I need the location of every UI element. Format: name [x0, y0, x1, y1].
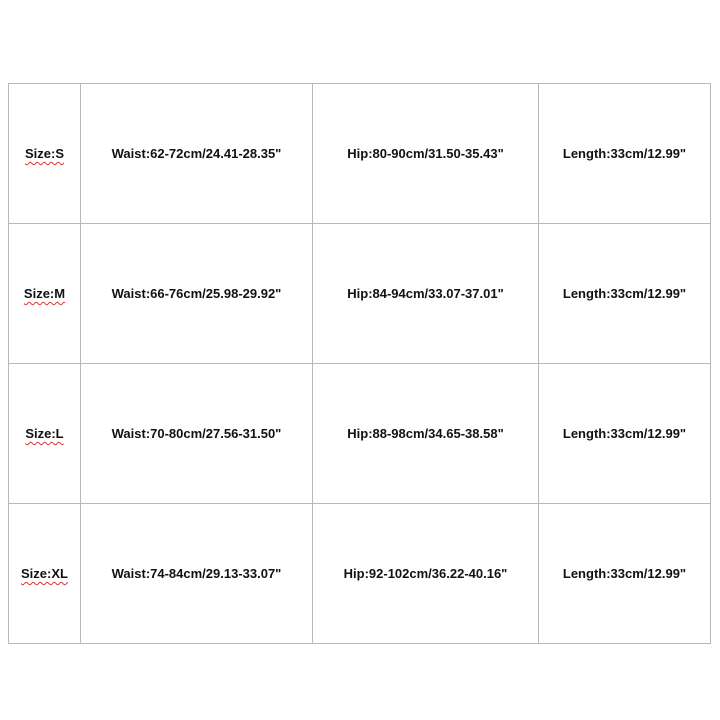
size-label: Size:S: [24, 146, 64, 161]
waist-cell: Waist:66-76cm/25.98-29.92": [81, 224, 313, 364]
hip-cell: Hip:92-102cm/36.22-40.16": [313, 504, 539, 644]
hip-cell: Hip:88-98cm/34.65-38.58": [313, 364, 539, 504]
size-label: Size:M: [23, 286, 66, 301]
size-cell: [9, 224, 81, 364]
table-row: [9, 364, 711, 504]
length-cell: Length:33cm/12.99": [539, 364, 711, 504]
size-cell: [9, 84, 81, 224]
waist-cell: Waist:62-72cm/24.41-28.35": [81, 84, 313, 224]
length-cell: Length:33cm/12.99": [539, 84, 711, 224]
table-row: [9, 224, 711, 364]
size-cell: [9, 504, 81, 644]
table-row: [9, 84, 711, 224]
length-cell: Length:33cm/12.99": [539, 504, 711, 644]
waist-cell: Waist:74-84cm/29.13-33.07": [81, 504, 313, 644]
hip-cell: Hip:84-94cm/33.07-37.01": [313, 224, 539, 364]
size-label: Size:L: [25, 426, 64, 441]
length-cell: Length:33cm/12.99": [539, 224, 711, 364]
size-label: Size:XL: [21, 566, 68, 581]
size-chart-table: [8, 83, 711, 644]
waist-cell: Waist:70-80cm/27.56-31.50": [81, 364, 313, 504]
hip-cell: Hip:80-90cm/31.50-35.43": [313, 84, 539, 224]
size-cell: [9, 364, 81, 504]
table-row: [9, 504, 711, 644]
